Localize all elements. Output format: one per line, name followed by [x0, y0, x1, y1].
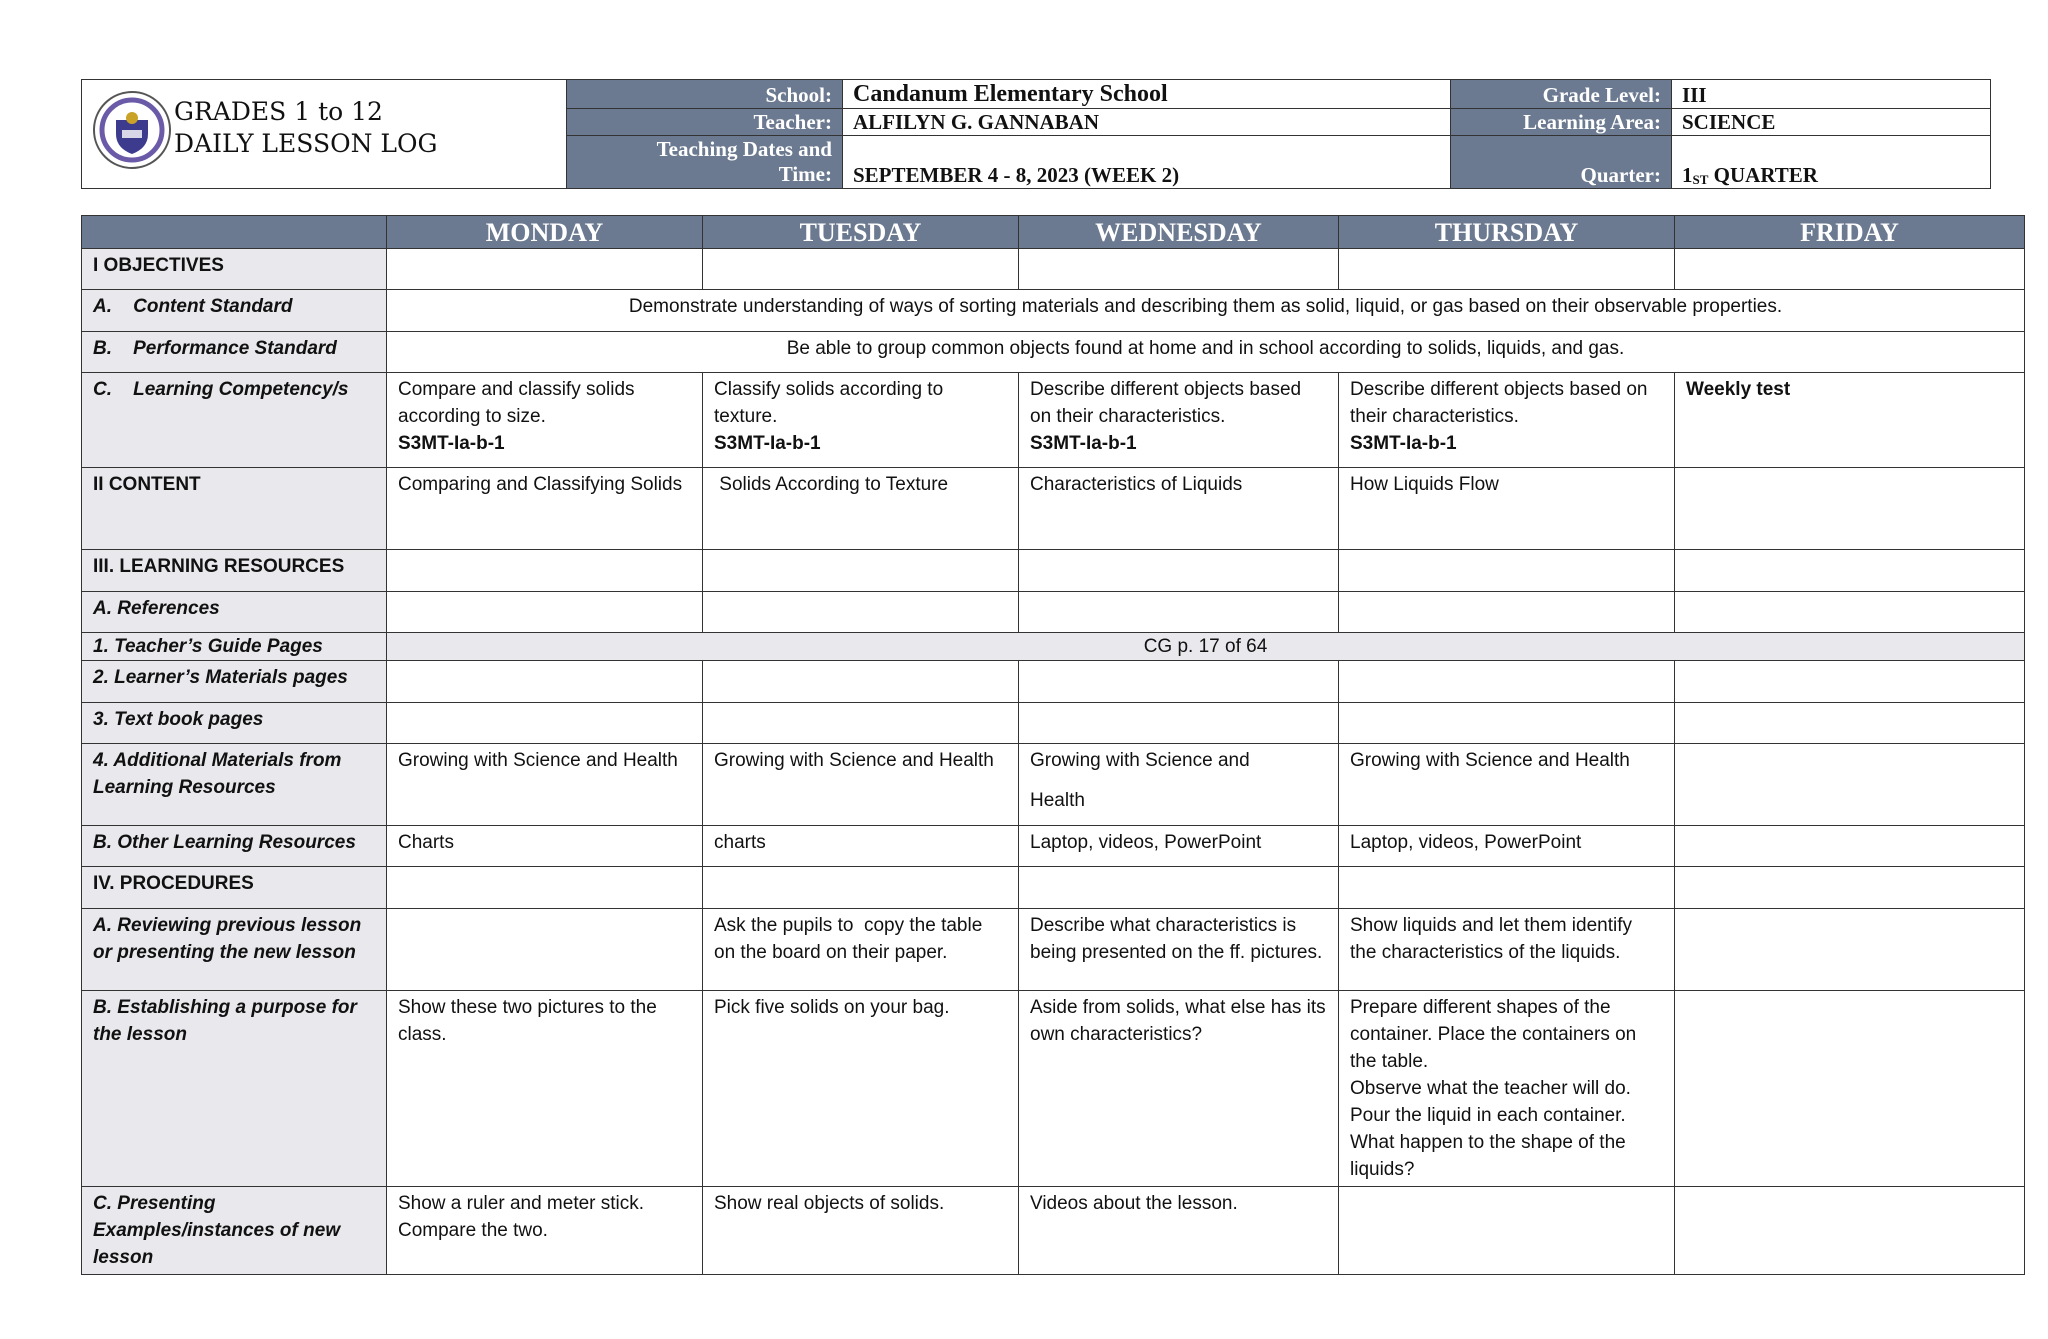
- grade-label: Grade Level:: [1451, 80, 1672, 109]
- content-cell: [1675, 468, 2025, 550]
- table-row: [82, 468, 2025, 550]
- row-label-content: II CONTENT: [82, 468, 387, 550]
- day-thursday: THURSDAY: [1339, 216, 1675, 249]
- competency-cell: Classify solids according to texture. S3MT-Ia-b-1: [703, 373, 1019, 468]
- table-row: [82, 703, 2025, 744]
- dates-label-1: Teaching Dates and: [656, 137, 832, 161]
- competency-cell: Describe different objects based on their characteristics. S3MT-Ia-b-1: [1339, 373, 1675, 468]
- content-cell: Comparing and Classifying Solids: [387, 468, 703, 550]
- presenting-cell: [1339, 1187, 1675, 1275]
- row-label-purpose: B. Establishing a purpose for the lesson: [82, 991, 387, 1187]
- area-label: Learning Area:: [1451, 109, 1672, 136]
- teachers-guide-pages: CG p. 17 of 64: [387, 633, 2025, 661]
- competency-cell: Weekly test: [1675, 373, 2025, 468]
- other-cell: Laptop, videos, PowerPoint: [1019, 826, 1339, 867]
- competency-code: S3MT-Ia-b-1: [398, 433, 505, 454]
- row-label-other-resources: B. Other Learning Resources: [82, 826, 387, 867]
- review-cell: Describe what characteristics is being presented on the ff. pictures.: [1019, 909, 1339, 991]
- day-tuesday: TUESDAY: [703, 216, 1019, 249]
- additional-cell: [1675, 744, 2025, 826]
- title-line-2: DAILY LESSON LOG: [174, 129, 438, 158]
- purpose-cell: Pick five solids on your bag.: [703, 991, 1019, 1187]
- table-row: [82, 633, 2025, 661]
- presenting-cell: Videos about the lesson.: [1019, 1187, 1339, 1275]
- content-cell: How Liquids Flow: [1339, 468, 1675, 550]
- brand-block: [82, 80, 567, 188]
- table-row: [82, 661, 2025, 703]
- competency-code: S3MT-Ia-b-1: [714, 433, 821, 454]
- table-row: [82, 332, 2025, 373]
- table-row: [82, 744, 2025, 826]
- presenting-cell: Show real objects of solids.: [703, 1187, 1019, 1275]
- content-standard-text: Demonstrate understanding of ways of sorting materials and describing them as solid, liquid, or gas based on their observable properties.: [387, 290, 2025, 332]
- row-label-performance-standard: B. Performance Standard: [82, 332, 387, 373]
- row-label-objectives: I OBJECTIVES: [82, 249, 387, 290]
- review-cell: [387, 909, 703, 991]
- other-cell: Charts: [387, 826, 703, 867]
- row-label-learners-materials: 2. Learner’s Materials pages: [82, 661, 387, 703]
- competency-code: S3MT-Ia-b-1: [1030, 433, 1137, 454]
- table-row: [82, 550, 2025, 592]
- dates-value: SEPTEMBER 4 - 8, 2023 (WEEK 2): [843, 136, 1451, 188]
- row-label-references: A. References: [82, 592, 387, 633]
- quarter-num: 1: [1682, 163, 1693, 187]
- table-row: [82, 867, 2025, 909]
- additional-cell: Growing with Science and Health: [703, 744, 1019, 826]
- additional-cell: Growing with Science and Health: [1019, 744, 1339, 826]
- table-row: [82, 290, 2025, 332]
- competency-cell: Compare and classify solids according to size. S3MT-Ia-b-1: [387, 373, 703, 468]
- content-cell: Solids According to Texture: [703, 468, 1019, 550]
- other-cell: Laptop, videos, PowerPoint: [1339, 826, 1675, 867]
- review-cell: [1675, 909, 2025, 991]
- teacher-label: Teacher:: [567, 109, 843, 136]
- purpose-cell: Aside from solids, what else has its own characteristics?: [1019, 991, 1339, 1187]
- other-cell: [1675, 826, 2025, 867]
- presenting-cell: [1675, 1187, 2025, 1275]
- grade-value: III: [1672, 80, 1990, 109]
- row-label-competency: C. Learning Competency/s: [82, 373, 387, 468]
- row-label-teachers-guide: 1. Teacher’s Guide Pages: [82, 633, 387, 661]
- table-row: [82, 249, 2025, 290]
- competency-cell: Describe different objects based on their characteristics. S3MT-Ia-b-1: [1019, 373, 1339, 468]
- dates-label: [567, 136, 843, 188]
- quarter-label: Quarter:: [1451, 136, 1672, 188]
- day-monday: MONDAY: [387, 216, 703, 249]
- lesson-log-table: [81, 215, 2025, 1275]
- corner-cell: [82, 216, 387, 249]
- content-cell: Characteristics of Liquids: [1019, 468, 1339, 550]
- row-label-resources: III. LEARNING RESOURCES: [82, 550, 387, 592]
- purpose-cell: Show these two pictures to the class.: [387, 991, 703, 1187]
- area-value: SCIENCE: [1672, 109, 1990, 136]
- table-row: [82, 1187, 2025, 1275]
- row-label-textbook: 3. Text book pages: [82, 703, 387, 744]
- table-row: [82, 909, 2025, 991]
- row-label-additional-materials: 4. Additional Materials from Learning Resources: [82, 744, 387, 826]
- performance-standard-text: Be able to group common objects found at home and in school according to solids, liquids, and gas.: [387, 332, 2025, 373]
- school-value: Candanum Elementary School: [843, 80, 1451, 109]
- quarter-value: [1672, 136, 1990, 188]
- quarter-word: QUARTER: [1708, 163, 1818, 187]
- table-row: [82, 826, 2025, 867]
- additional-cell: Growing with Science and Health: [1339, 744, 1675, 826]
- purpose-cell: Prepare different shapes of the container. Place the containers on the table. Observe what the teacher will do. Pour the liquid in each container. What happen to the shape of the liquids?: [1339, 991, 1675, 1187]
- presenting-cell: Show a ruler and meter stick. Compare the two.: [387, 1187, 703, 1275]
- day-friday: FRIDAY: [1675, 216, 2025, 249]
- row-label-presenting: C. Presenting Examples/instances of new lesson: [82, 1187, 387, 1275]
- review-cell: Ask the pupils to copy the table on the board on their paper.: [703, 909, 1019, 991]
- lesson-log-header: [81, 79, 1991, 189]
- table-row: [82, 592, 2025, 633]
- teacher-value: ALFILYN G. GANNABAN: [843, 109, 1451, 136]
- school-label: School:: [567, 80, 843, 109]
- row-label-procedures: IV. PROCEDURES: [82, 867, 387, 909]
- other-cell: charts: [703, 826, 1019, 867]
- title-line-1: GRADES 1 to 12: [174, 97, 383, 126]
- competency-code: S3MT-Ia-b-1: [1350, 433, 1457, 454]
- day-header-row: [82, 216, 2025, 249]
- dates-label-2: Time:: [778, 162, 832, 186]
- purpose-cell: [1675, 991, 2025, 1187]
- deped-seal-icon: [92, 90, 172, 170]
- review-cell: Show liquids and let them identify the characteristics of the liquids.: [1339, 909, 1675, 991]
- row-label-reviewing: A. Reviewing previous lesson or presenting the new lesson: [82, 909, 387, 991]
- table-row: [82, 373, 2025, 468]
- quarter-sup: ST: [1692, 172, 1709, 187]
- row-label-content-standard: A. Content Standard: [82, 290, 387, 332]
- table-row: [82, 991, 2025, 1187]
- day-wednesday: WEDNESDAY: [1019, 216, 1339, 249]
- additional-cell: Growing with Science and Health: [387, 744, 703, 826]
